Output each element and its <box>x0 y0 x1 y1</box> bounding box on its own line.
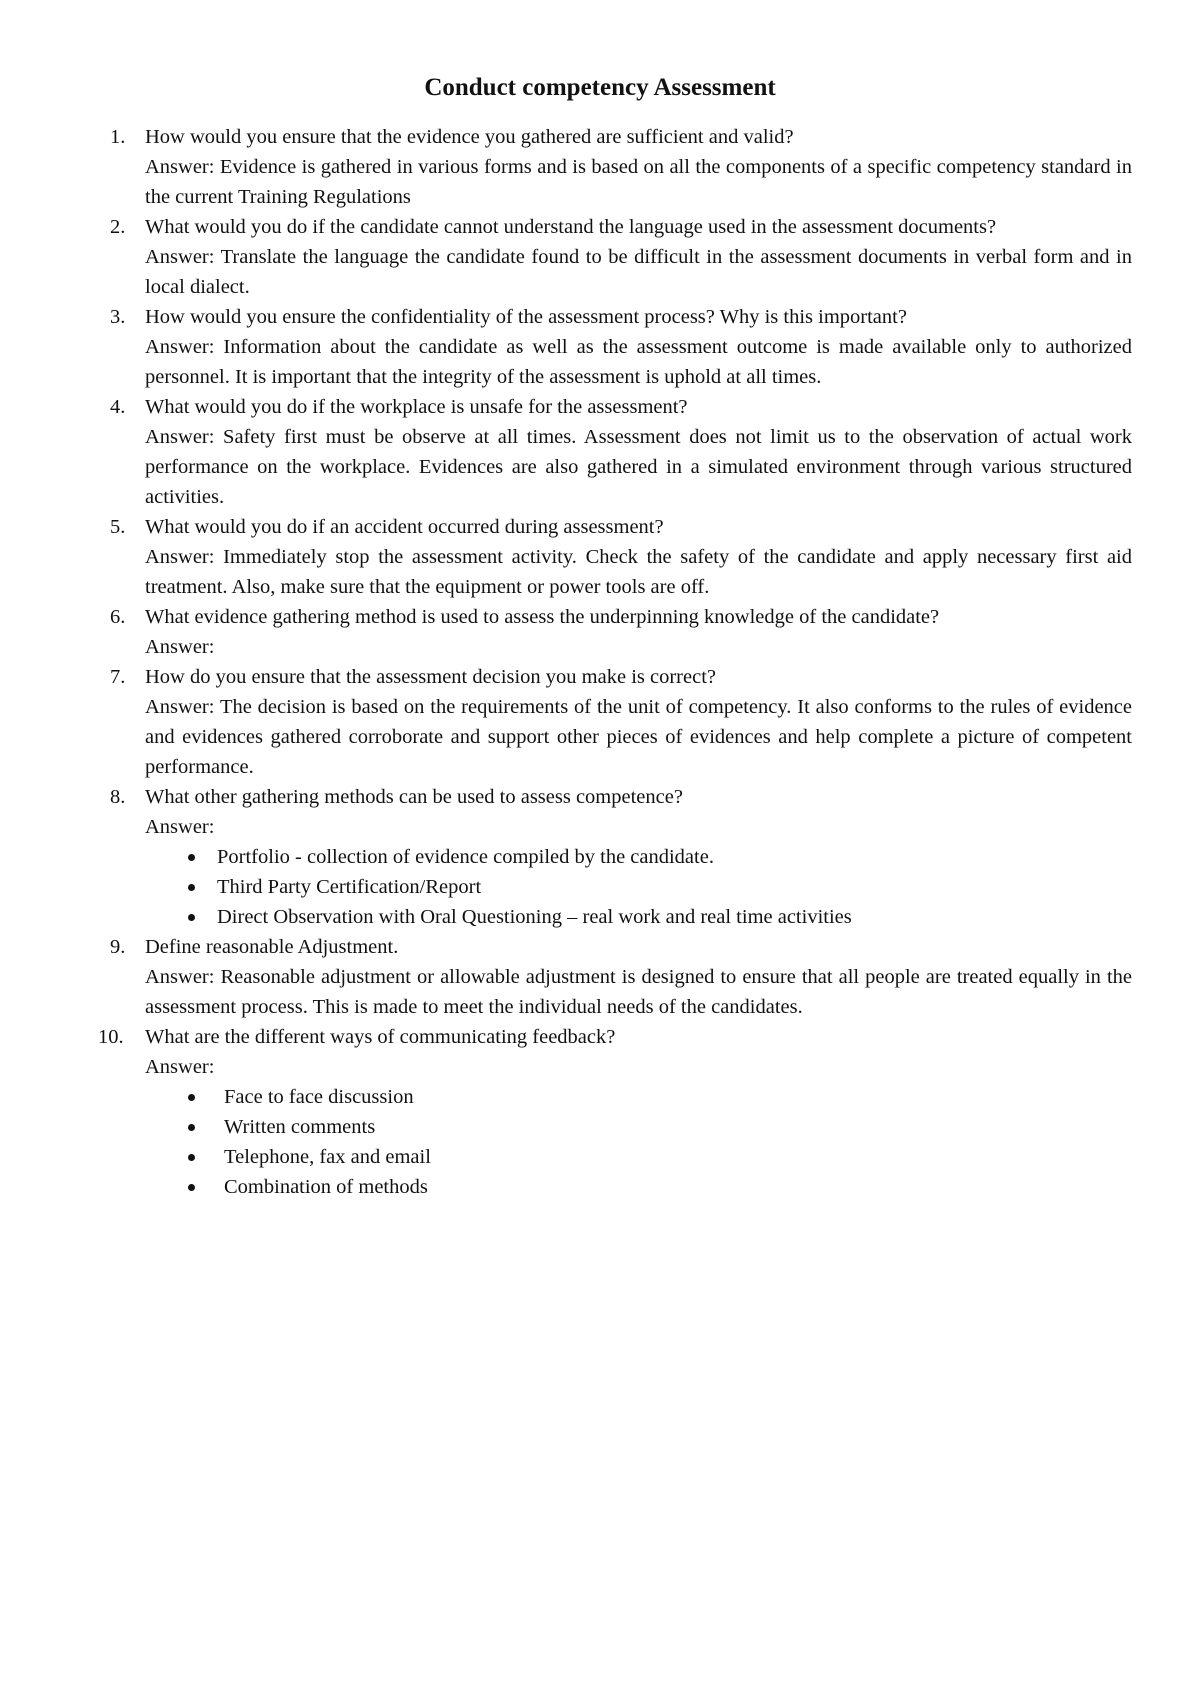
question-text: What would you do if the workplace is unsafe for the assessment? <box>145 396 688 418</box>
bullet-item: Combination of methods <box>145 1172 1132 1202</box>
question-number: 1. <box>110 126 126 148</box>
question-item-7 <box>110 662 1132 782</box>
question-number: 6. <box>110 606 126 628</box>
answer-text: Answer: Reasonable adjustment or allowable adjustment is designed to ensure that all people are treated equally in the assessment process. This is made to meet the individual needs of the candidates. <box>145 966 1132 1018</box>
answer-text: Answer: Translate the language the candidate found to be difficult in the assessment documents in verbal form and in local dialect. <box>145 246 1132 298</box>
question-item-3 <box>110 302 1132 392</box>
answer-text: Answer: Immediately stop the assessment activity. Check the safety of the candidate and apply necessary first aid treatment. Also, make sure that the equipment or power tools are off. <box>145 546 1132 598</box>
answer-text: Answer: <box>145 636 215 658</box>
answer-text: Answer: Safety first must be observe at all times. Assessment does not limit us to the observation of actual work performance on the workplace. Evidences are also gathered in a simulated environment through various structured activities. <box>145 426 1132 508</box>
question-item-9 <box>110 932 1132 1022</box>
question-number: 10. <box>98 1026 124 1048</box>
bullet-item: Telephone, fax and email <box>145 1142 1132 1172</box>
answer-text: Answer: Evidence is gathered in various forms and is based on all the components of a specific competency standard in the current Training Regulations <box>145 156 1132 208</box>
question-text: How would you ensure that the evidence you gathered are sufficient and valid? <box>145 126 794 148</box>
question-text: How would you ensure the confidentiality of the assessment process? Why is this important? <box>145 306 907 328</box>
question-text: How do you ensure that the assessment decision you make is correct? <box>145 666 716 688</box>
answer-bullet-list <box>145 842 1132 932</box>
question-item-6 <box>110 602 1132 662</box>
answer-text: Answer: The decision is based on the requirements of the unit of competency. It also conforms to the rules of evidence and evidences gathered corroborate and support other pieces of evidences and help complete a picture of competent performance. <box>145 696 1132 778</box>
question-text: What would you do if the candidate cannot understand the language used in the assessment documents? <box>145 216 997 238</box>
question-number: 5. <box>110 516 126 538</box>
answer-text: Answer: <box>145 1056 215 1078</box>
question-text: What would you do if an accident occurred during assessment? <box>145 516 664 538</box>
bullet-item: Portfolio - collection of evidence compiled by the candidate. <box>145 842 1132 872</box>
document-title: Conduct competency Assessment <box>424 74 776 101</box>
question-text: What other gathering methods can be used to assess competence? <box>145 786 683 808</box>
question-item-5 <box>110 512 1132 602</box>
question-text: Define reasonable Adjustment. <box>145 936 399 958</box>
answer-bullet-list <box>145 1082 1132 1202</box>
question-number: 9. <box>110 936 126 958</box>
question-item-10 <box>98 1022 1132 1202</box>
question-item-8 <box>110 782 1132 932</box>
bullet-item: Third Party Certification/Report <box>145 872 1132 902</box>
question-item-4 <box>110 392 1132 512</box>
bullet-item: Face to face discussion <box>145 1082 1132 1112</box>
question-number: 8. <box>110 786 126 808</box>
answer-text: Answer: <box>145 816 215 838</box>
question-number: 7. <box>110 666 126 688</box>
question-text: What evidence gathering method is used to assess the underpinning knowledge of the candidate? <box>145 606 940 628</box>
question-number: 4. <box>110 396 126 418</box>
bullet-item: Direct Observation with Oral Questioning – real work and real time activities <box>145 902 1132 932</box>
question-list <box>98 122 1132 1202</box>
question-number: 3. <box>110 306 126 328</box>
question-number: 2. <box>110 216 126 238</box>
bullet-item: Written comments <box>145 1112 1132 1142</box>
answer-text: Answer: Information about the candidate as well as the assessment outcome is made available only to authorized personnel. It is important that the integrity of the assessment is uphold at all times. <box>145 336 1132 388</box>
question-text: What are the different ways of communicating feedback? <box>145 1026 616 1048</box>
question-item-1 <box>110 122 1132 212</box>
question-item-2 <box>110 212 1132 302</box>
